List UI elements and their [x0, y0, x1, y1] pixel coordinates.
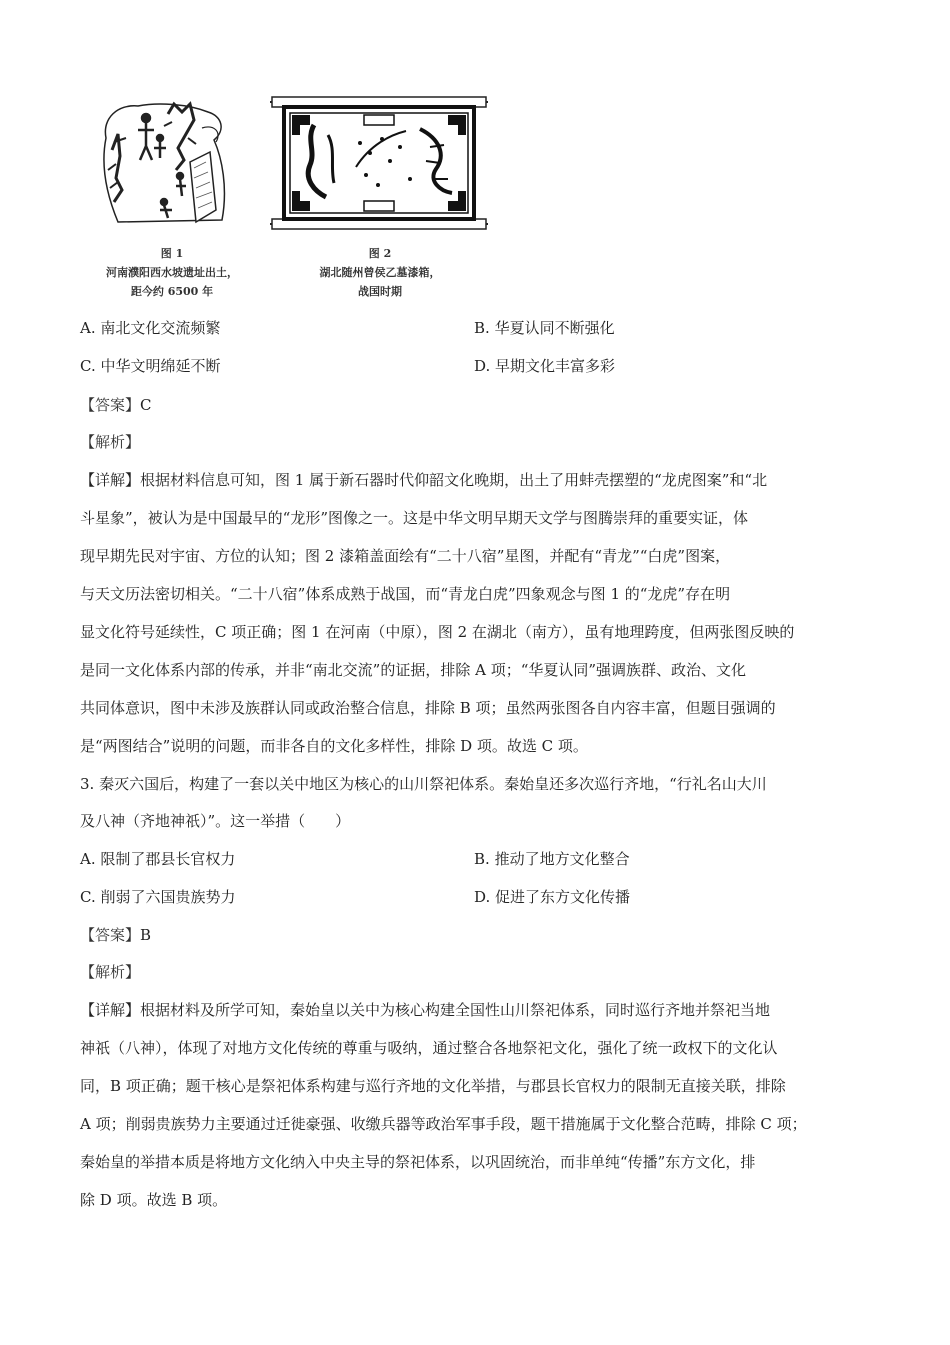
q2-option-d[interactable]: D. 早期文化丰富多彩	[474, 357, 616, 375]
q2-detail-line: 是同一文化体系内部的传承，并非“南北交流”的证据，排除 A 项；“华夏认同”强调族群、政治、文化	[80, 661, 747, 679]
q3-detail-line: A 项；削弱贵族势力主要通过迁徙豪强、收缴兵器等政治军事手段，题干措施属于文化整合范畴，排除 C 项；	[80, 1115, 807, 1133]
q3-detail-line: 神祇（八神），体现了对地方文化传统的尊重与吸纳，通过整合各地祭祀文化，强化了统一政权下的文化认	[80, 1039, 778, 1057]
figure-2-image	[270, 95, 488, 231]
figure-2-caption: 图 2 湖北随州曾侯乙墓漆箱， 战国时期	[319, 247, 441, 298]
q3-stem-line: 3. 秦灭六国后，构建了一套以关中地区为核心的山川祭祀体系。秦始皇还多次巡行齐地，“行礼名山大川	[80, 775, 767, 793]
q3-detail-line: 【详解】根据材料及所学可知，秦始皇以关中为核心构建全国性山川祭祀体系，同时巡行齐地并祭祀当地	[80, 1001, 771, 1019]
q3-option-a[interactable]: A. 限制了郡县长官权力	[80, 850, 236, 868]
q2-option-c[interactable]: C. 中华文明绵延不断	[80, 357, 221, 375]
q3-option-b[interactable]: B. 推动了地方文化整合	[474, 850, 630, 868]
q3-option-c[interactable]: C. 削弱了六国贵族势力	[80, 888, 236, 906]
q3-detail-line: 除 D 项。故选 B 项。	[80, 1191, 228, 1209]
q3-option-d[interactable]: D. 促进了东方文化传播	[474, 888, 631, 906]
q2-detail-line: 显文化符号延续性，C 项正确；图 1 在河南（中原），图 2 在湖北（南方），虽有地理跨度，但两张图反映的	[80, 623, 795, 641]
q3-stem-line: 及八神（齐地神祇）”。这一举措（ ）	[80, 812, 351, 830]
q2-detail-line: 共同体意识，图中未涉及族群认同或政治整合信息，排除 B 项；虽然两张图各自内容丰富，但题目强调的	[80, 699, 776, 717]
q2-answer: 【答案】C	[80, 396, 152, 414]
q2-detail-line: 【详解】根据材料信息可知，图 1 属于新石器时代仰韶文化晚期，出土了用蚌壳摆塑的“龙虎图案”和“北	[80, 471, 768, 489]
q3-detail-line: 秦始皇的举措本质是将地方文化纳入中央主导的祭祀体系，以巩固统治，而非单纯“传播”东方文化，排	[80, 1153, 756, 1171]
figure-1-caption: 图 1 河南濮阳西水坡遗址出土， 距今约 6500 年	[106, 247, 238, 298]
q2-option-a[interactable]: A. 南北文化交流频繁	[80, 319, 221, 337]
q2-detail-line: 现早期先民对宇宙、方位的认知；图 2 漆箱盖面绘有“二十八宿”星图，并配有“青龙”“白虎”图案，	[80, 547, 731, 565]
q2-detail-line: 是“两图结合”说明的问题，而非各自的文化多样性，排除 D 项。故选 C 项。	[80, 737, 588, 755]
q2-option-b[interactable]: B. 华夏认同不断强化	[474, 319, 615, 337]
q2-analysis-heading: 【解析】	[80, 433, 141, 451]
q3-analysis-heading: 【解析】	[80, 963, 141, 981]
q2-detail-line: 斗星象”，被认为是中国最早的“龙形”图像之一。这是中华文明早期天文学与图腾崇拜的重要实证，体	[80, 509, 749, 527]
q2-detail-line: 与天文历法密切相关。“二十八宿”体系成熟于战国，而“青龙白虎”四象观念与图 1 的“龙虎”存在明	[80, 585, 731, 603]
q3-answer: 【答案】B	[80, 926, 152, 944]
q3-detail-line: 同，B 项正确；题干核心是祭祀体系构建与巡行齐地的文化举措，与郡县长官权力的限制无直接关联，排除	[80, 1077, 786, 1095]
figure-1-image	[98, 98, 246, 226]
